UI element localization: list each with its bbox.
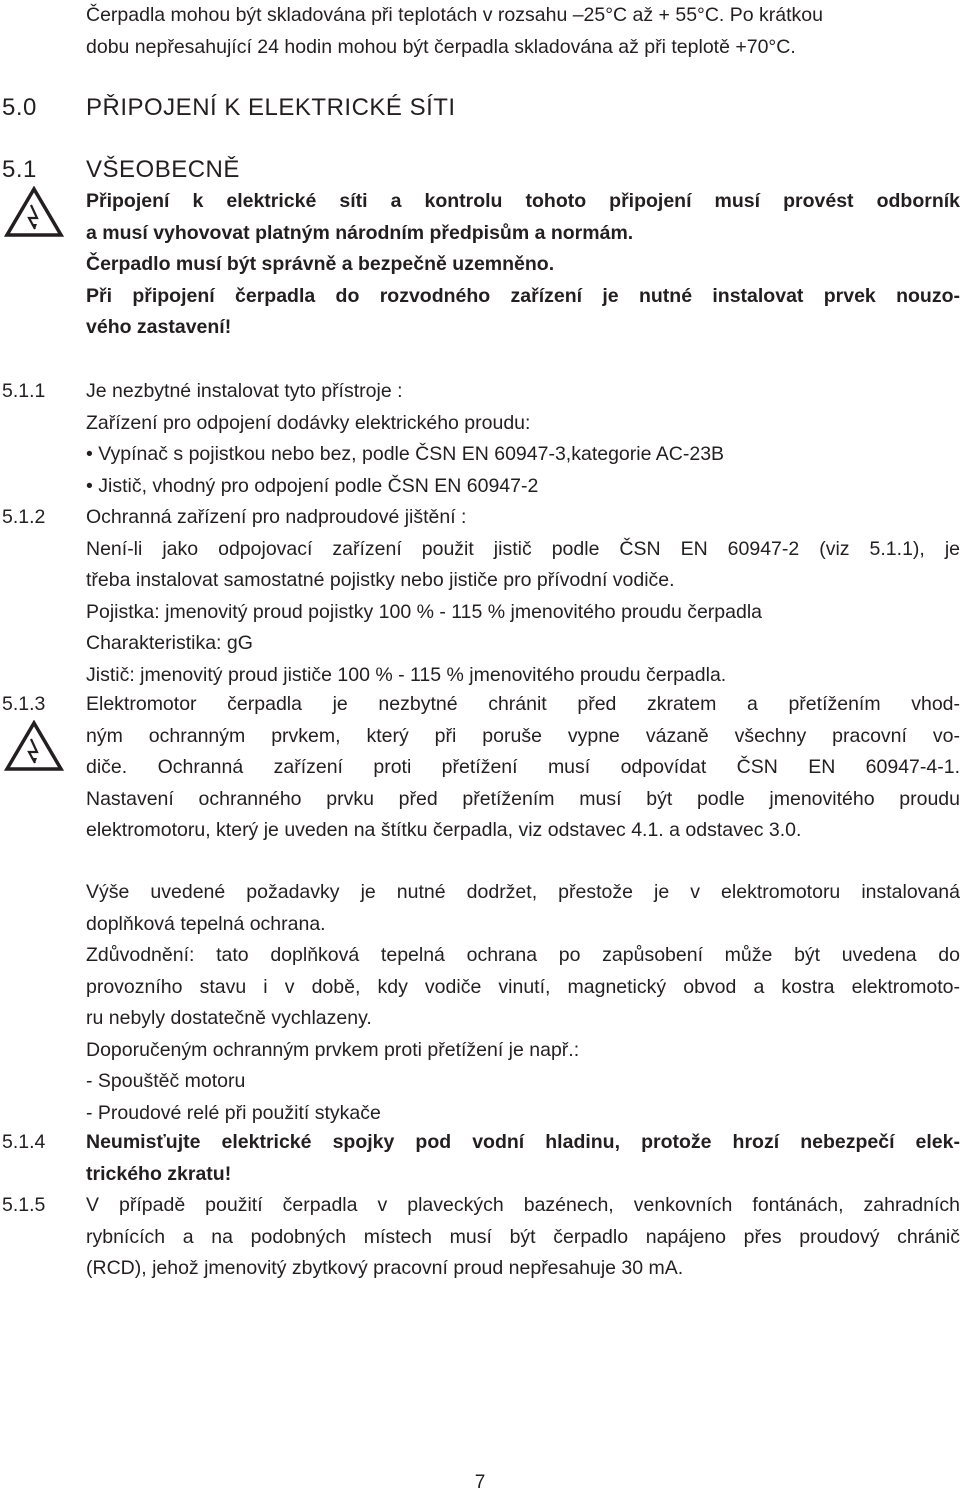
section-5-1-3-note: [86, 877, 960, 1129]
section-5-1-5-line-3: (RCD), jehož jmenovitý zbytkový pracovní proud nepřesahuje 30 mA.: [86, 1257, 684, 1279]
section-5-1-3-line-10: ru nebyly dostatečně vychlazeny.: [86, 1007, 372, 1029]
section-5-1-line-5: vého zastavení!: [86, 316, 232, 338]
section-5-1-3-line-8: Zdůvodnění: tato doplňková tepelná ochrana po zapůsobení může být uvedena do: [86, 944, 960, 966]
bullet-item: • Vypínač s pojistkou nebo bez, podle ČSN EN 60947-3,kategorie AC-23B: [86, 443, 725, 465]
section-5-1-2-line-6: Jistič: jmenovitý proud jističe 100 % - 115 % jmenovitého proudu čerpadla.: [86, 663, 727, 686]
section-5-1-2-line-2: Není-li jako odpojovací zařízení použit jistič podle ČSN EN 60947-2 (viz 5.1.1), je: [86, 537, 960, 560]
electrical-hazard-warning-icon: [4, 186, 64, 238]
section-5-1-2-line-5: Charakteristika: gG: [86, 632, 253, 654]
intro-line-2: dobu nepřesahující 24 hodin mohou být čerpadla skladována až při teplotě +70°C.: [86, 35, 796, 58]
section-5-1-1-line-1: Je nezbytné instalovat tyto přístroje :: [86, 380, 403, 402]
section-5-1-3-number: 5.1.3: [2, 693, 46, 715]
section-5-1-line-4: Při připojení čerpadla do rozvodného zařízení je nutné instalovat prvek nouzo-: [86, 284, 960, 307]
section-5-1-2-number: 5.1.2: [2, 506, 46, 528]
list-item: - Proudové relé při použití stykače: [86, 1101, 381, 1124]
page-number: 7: [474, 1472, 486, 1493]
intro-paragraph: [86, 0, 960, 63]
section-5-1-line-2: a musí vyhovovat platným národním předpisům a normám.: [86, 221, 634, 244]
section-5-1-1-body: [86, 376, 960, 502]
section-5-1-5-line-1: V případě použití čerpadla v plaveckých bazénech, venkovních fontánách, zahradních: [86, 1194, 960, 1216]
section-5-1-line-1: Připojení k elektrické síti a kontrolu tohoto připojení musí provést odborník: [86, 190, 960, 212]
section-5-1-3-line-3: diče. Ochranná zařízení proti přetížení musí odpovídat ČSN EN 60947-4-1.: [86, 756, 960, 778]
section-5-1-2-line-3: třeba instalovat samostatné pojistky nebo jističe pro přívodní vodiče.: [86, 569, 675, 591]
section-5-1-3-line-4: Nastavení ochranného prvku před přetížením musí být podle jmenovitého proudu: [86, 787, 960, 810]
section-5-1-heading: VŠEOBECNĚ: [86, 156, 240, 183]
section-5-1-3-body: [86, 689, 960, 847]
electrical-hazard-warning-icon: [4, 720, 64, 772]
section-5-1-line-3: Čerpadlo musí být správně a bezpečně uzemněno.: [86, 253, 555, 275]
section-5-1-1-number: 5.1.1: [2, 380, 46, 402]
section-5-1-3-line-5: elektromotoru, který je uveden na štítku čerpadla, viz odstavec 4.1. a odstavec 3.0.: [86, 819, 802, 841]
section-5-1-4-body: [86, 1127, 960, 1190]
section-5-1-3-line-2: ným ochranným prvkem, který při poruše vypne vázaně všechny pracovní vo-: [86, 724, 960, 747]
section-5-1-2-line-1: Ochranná zařízení pro nadproudové jištění :: [86, 506, 467, 528]
section-5-1-2-line-4: Pojistka: jmenovitý proud pojistky 100 % - 115 % jmenovitého proudu čerpadla: [86, 600, 763, 623]
intro-line-1: Čerpadla mohou být skladována při teplotách v rozsahu –25°C až + 55°C. Po krátkou: [86, 4, 823, 26]
section-5-1-3-line-1: Elektromotor čerpadla je nezbytné chránit před zkratem a přetížením vhod-: [86, 693, 960, 715]
bullet-item: • Jistič, vhodný pro odpojení podle ČSN EN 60947-2: [86, 474, 539, 497]
section-5-1-5-body: [86, 1190, 960, 1285]
section-5-1-5-number: 5.1.5: [2, 1194, 46, 1216]
section-5-0-heading: PŘIPOJENÍ K ELEKTRICKÉ SÍTI: [86, 94, 456, 121]
section-5-1-2-body: [86, 502, 960, 691]
section-5-1-3-line-11: Doporučeným ochranným prvkem proti přetížení je např.:: [86, 1038, 580, 1061]
section-5-0-number: 5.0: [2, 94, 37, 121]
section-5-1-4-line-1: Neumisťujte elektrické spojky pod vodní hladinu, protože hrozí nebezpečí elek-: [86, 1131, 960, 1153]
section-5-1-number: 5.1: [2, 156, 37, 183]
section-5-1-4-number: 5.1.4: [2, 1131, 46, 1153]
section-5-1-3-line-6: Výše uvedené požadavky je nutné dodržet, přestože je v elektromotoru instalovaná: [86, 881, 960, 903]
section-5-1-body: [86, 186, 960, 344]
section-5-1-3-line-9: provozního stavu i v době, kdy vodiče vinutí, magnetický obvod a kostra elektromoto-: [86, 975, 960, 998]
section-5-1-4-line-2: trického zkratu!: [86, 1162, 232, 1185]
list-item: - Spouštěč motoru: [86, 1070, 246, 1092]
section-5-1-1-line-2: Zařízení pro odpojení dodávky elektrického proudu:: [86, 411, 531, 434]
section-5-1-3-line-7: doplňková tepelná ochrana.: [86, 912, 326, 935]
section-5-1-5-line-2: rybnících a na podobných místech musí být čerpadlo napájeno přes proudový chránič: [86, 1225, 960, 1248]
